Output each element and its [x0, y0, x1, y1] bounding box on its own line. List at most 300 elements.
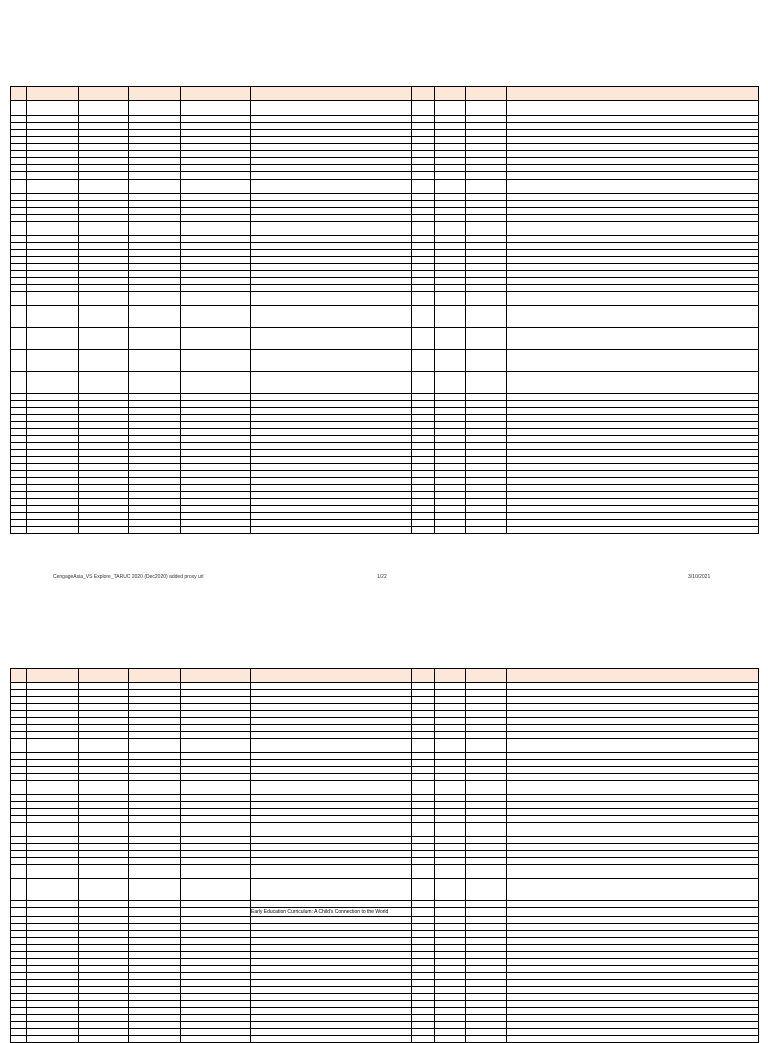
table-cell[interactable]: [129, 879, 181, 901]
table-cell[interactable]: [129, 774, 181, 781]
table-cell[interactable]: [27, 865, 79, 879]
table-cell[interactable]: [27, 443, 79, 450]
table-cell[interactable]: [11, 837, 27, 844]
table-cell[interactable]: [129, 725, 181, 732]
table-cell[interactable]: [27, 980, 79, 987]
table-cell[interactable]: [412, 704, 435, 711]
table-cell[interactable]: [251, 215, 412, 222]
table-cell[interactable]: [27, 1029, 79, 1036]
table-cell[interactable]: [129, 781, 181, 795]
table-cell[interactable]: [11, 851, 27, 858]
table-cell[interactable]: [129, 704, 181, 711]
table-cell[interactable]: [27, 271, 79, 278]
table-cell[interactable]: [466, 350, 507, 372]
table-cell[interactable]: [27, 506, 79, 513]
table-cell[interactable]: [251, 959, 412, 966]
table-cell[interactable]: [181, 292, 251, 306]
table-cell[interactable]: [466, 306, 507, 328]
table-cell[interactable]: [466, 422, 507, 429]
table-cell[interactable]: [412, 306, 435, 328]
table-cell[interactable]: [507, 683, 759, 690]
header-cell[interactable]: [181, 669, 251, 683]
table-cell[interactable]: [181, 945, 251, 952]
table-cell[interactable]: [79, 994, 129, 1001]
table-cell[interactable]: [466, 443, 507, 450]
table-cell[interactable]: [11, 372, 27, 394]
table-cell[interactable]: [11, 725, 27, 732]
table-cell[interactable]: [79, 732, 129, 739]
table-cell[interactable]: [79, 443, 129, 450]
table-cell[interactable]: [11, 408, 27, 415]
table-cell[interactable]: [466, 116, 507, 123]
table-cell[interactable]: [129, 908, 181, 917]
table-cell[interactable]: [27, 250, 79, 257]
table-cell[interactable]: [251, 144, 412, 151]
table-cell[interactable]: [412, 994, 435, 1001]
table-cell[interactable]: [412, 137, 435, 144]
table-cell[interactable]: [129, 464, 181, 471]
table-cell[interactable]: [129, 278, 181, 285]
table-cell[interactable]: [507, 837, 759, 844]
table-cell[interactable]: [27, 795, 79, 802]
table-cell[interactable]: [466, 450, 507, 457]
table-cell[interactable]: [27, 471, 79, 478]
table-cell[interactable]: [251, 236, 412, 243]
table-cell[interactable]: [129, 429, 181, 436]
table-cell[interactable]: [181, 987, 251, 994]
table-cell[interactable]: [181, 194, 251, 201]
table-cell[interactable]: [27, 492, 79, 499]
table-cell[interactable]: [79, 285, 129, 292]
table-cell[interactable]: [181, 966, 251, 973]
table-cell[interactable]: [11, 917, 27, 924]
table-cell[interactable]: [466, 264, 507, 271]
table-cell[interactable]: [11, 938, 27, 945]
table-cell[interactable]: [435, 809, 466, 816]
table-cell[interactable]: [181, 250, 251, 257]
table-cell[interactable]: [435, 306, 466, 328]
table-cell[interactable]: [11, 506, 27, 513]
table-cell[interactable]: [27, 987, 79, 994]
table-cell[interactable]: [251, 781, 412, 795]
table-cell[interactable]: [507, 499, 759, 506]
table-cell[interactable]: [251, 938, 412, 945]
table-cell[interactable]: [129, 372, 181, 394]
table-cell[interactable]: [466, 328, 507, 350]
table-cell[interactable]: [79, 328, 129, 350]
table-cell[interactable]: [466, 901, 507, 908]
title-cell[interactable]: Early Education Curriculum: A Child's Connection to the World: [251, 908, 412, 917]
table-cell[interactable]: [507, 130, 759, 137]
table-cell[interactable]: [27, 429, 79, 436]
table-cell[interactable]: [129, 802, 181, 809]
table-cell[interactable]: [251, 292, 412, 306]
table-cell[interactable]: [466, 499, 507, 506]
table-cell[interactable]: [412, 285, 435, 292]
table-cell[interactable]: [11, 151, 27, 158]
table-cell[interactable]: [181, 372, 251, 394]
table-cell[interactable]: [27, 908, 79, 917]
table-cell[interactable]: [27, 774, 79, 781]
table-cell[interactable]: [412, 158, 435, 165]
table-cell[interactable]: [181, 520, 251, 527]
table-cell[interactable]: [79, 215, 129, 222]
table-cell[interactable]: [507, 520, 759, 527]
header-cell[interactable]: [11, 669, 27, 683]
table-cell[interactable]: [466, 837, 507, 844]
table-cell[interactable]: [181, 285, 251, 292]
table-cell[interactable]: [27, 816, 79, 823]
table-cell[interactable]: [129, 394, 181, 401]
table-cell[interactable]: [466, 945, 507, 952]
table-cell[interactable]: [129, 513, 181, 520]
table-cell[interactable]: [412, 278, 435, 285]
table-cell[interactable]: [129, 917, 181, 924]
table-cell[interactable]: [435, 774, 466, 781]
table-cell[interactable]: [507, 422, 759, 429]
table-cell[interactable]: [412, 436, 435, 443]
table-cell[interactable]: [27, 236, 79, 243]
table-cell[interactable]: [27, 938, 79, 945]
table-cell[interactable]: [435, 471, 466, 478]
table-cell[interactable]: [129, 823, 181, 837]
table-cell[interactable]: [466, 485, 507, 492]
table-cell[interactable]: [11, 718, 27, 725]
table-cell[interactable]: [507, 809, 759, 816]
table-cell[interactable]: [435, 865, 466, 879]
table-cell[interactable]: [507, 802, 759, 809]
table-cell[interactable]: [251, 879, 412, 901]
table-cell[interactable]: [251, 285, 412, 292]
table-cell[interactable]: [11, 753, 27, 760]
table-cell[interactable]: [11, 194, 27, 201]
table-cell[interactable]: [79, 1029, 129, 1036]
table-cell[interactable]: [181, 172, 251, 180]
table-cell[interactable]: [27, 931, 79, 938]
table-cell[interactable]: [129, 130, 181, 137]
table-cell[interactable]: [507, 350, 759, 372]
table-cell[interactable]: [11, 858, 27, 865]
table-cell[interactable]: [435, 499, 466, 506]
table-cell[interactable]: [251, 823, 412, 837]
table-cell[interactable]: [11, 464, 27, 471]
table-cell[interactable]: [435, 732, 466, 739]
table-cell[interactable]: [27, 257, 79, 264]
table-cell[interactable]: [412, 931, 435, 938]
table-cell[interactable]: [27, 264, 79, 271]
table-cell[interactable]: [507, 194, 759, 201]
table-cell[interactable]: [251, 816, 412, 823]
table-cell[interactable]: [412, 144, 435, 151]
table-cell[interactable]: [466, 101, 507, 116]
table-cell[interactable]: [129, 945, 181, 952]
table-cell[interactable]: [11, 865, 27, 879]
table-cell[interactable]: [435, 795, 466, 802]
table-cell[interactable]: [435, 492, 466, 499]
table-cell[interactable]: [129, 865, 181, 879]
table-cell[interactable]: [27, 704, 79, 711]
table-cell[interactable]: [129, 711, 181, 718]
table-cell[interactable]: [435, 973, 466, 980]
table-cell[interactable]: [27, 725, 79, 732]
table-cell[interactable]: [251, 858, 412, 865]
table-cell[interactable]: [412, 858, 435, 865]
table-cell[interactable]: [79, 137, 129, 144]
table-cell[interactable]: [129, 959, 181, 966]
table-cell[interactable]: [435, 945, 466, 952]
table-cell[interactable]: [11, 1001, 27, 1008]
table-cell[interactable]: [79, 725, 129, 732]
table-cell[interactable]: [27, 851, 79, 858]
table-cell[interactable]: [507, 987, 759, 994]
table-cell[interactable]: [181, 732, 251, 739]
table-cell[interactable]: [79, 767, 129, 774]
table-cell[interactable]: [27, 306, 79, 328]
table-cell[interactable]: [412, 485, 435, 492]
table-cell[interactable]: [27, 1022, 79, 1029]
table-cell[interactable]: [412, 492, 435, 499]
table-cell[interactable]: [251, 158, 412, 165]
table-cell[interactable]: [466, 711, 507, 718]
table-cell[interactable]: [507, 137, 759, 144]
table-cell[interactable]: [435, 394, 466, 401]
table-cell[interactable]: [412, 781, 435, 795]
table-cell[interactable]: [27, 478, 79, 485]
table-cell[interactable]: [11, 485, 27, 492]
table-cell[interactable]: [435, 704, 466, 711]
table-cell[interactable]: [466, 372, 507, 394]
table-cell[interactable]: [129, 1008, 181, 1015]
table-cell[interactable]: [129, 732, 181, 739]
table-cell[interactable]: [129, 264, 181, 271]
table-cell[interactable]: [181, 938, 251, 945]
table-cell[interactable]: [507, 865, 759, 879]
table-cell[interactable]: [507, 328, 759, 350]
table-cell[interactable]: [507, 158, 759, 165]
table-cell[interactable]: [181, 1008, 251, 1015]
table-cell[interactable]: [251, 697, 412, 704]
table-cell[interactable]: [79, 408, 129, 415]
table-cell[interactable]: [181, 328, 251, 350]
table-cell[interactable]: [466, 243, 507, 250]
table-cell[interactable]: [435, 264, 466, 271]
table-cell[interactable]: [181, 278, 251, 285]
table-cell[interactable]: [129, 208, 181, 215]
table-cell[interactable]: [181, 739, 251, 753]
table-cell[interactable]: [507, 401, 759, 408]
table-cell[interactable]: [27, 137, 79, 144]
table-cell[interactable]: [79, 837, 129, 844]
table-cell[interactable]: [435, 879, 466, 901]
table-cell[interactable]: [79, 718, 129, 725]
table-cell[interactable]: [129, 924, 181, 931]
table-cell[interactable]: [129, 236, 181, 243]
table-cell[interactable]: [435, 278, 466, 285]
header-cell[interactable]: [27, 669, 79, 683]
table-cell[interactable]: [435, 1001, 466, 1008]
table-cell[interactable]: [412, 415, 435, 422]
table-cell[interactable]: [129, 980, 181, 987]
table-cell[interactable]: [412, 938, 435, 945]
table-cell[interactable]: [435, 292, 466, 306]
table-cell[interactable]: [466, 250, 507, 257]
table-cell[interactable]: [129, 443, 181, 450]
table-cell[interactable]: [251, 165, 412, 172]
table-cell[interactable]: [507, 215, 759, 222]
table-cell[interactable]: [181, 506, 251, 513]
table-cell[interactable]: [412, 292, 435, 306]
table-cell[interactable]: [466, 394, 507, 401]
table-cell[interactable]: [27, 973, 79, 980]
table-cell[interactable]: [11, 697, 27, 704]
table-cell[interactable]: [251, 429, 412, 436]
table-cell[interactable]: [11, 952, 27, 959]
table-cell[interactable]: [27, 457, 79, 464]
table-cell[interactable]: [466, 201, 507, 208]
table-cell[interactable]: [129, 697, 181, 704]
table-cell[interactable]: [27, 401, 79, 408]
table-cell[interactable]: [466, 774, 507, 781]
table-cell[interactable]: [129, 816, 181, 823]
table-cell[interactable]: [11, 306, 27, 328]
table-cell[interactable]: [27, 1001, 79, 1008]
table-cell[interactable]: [466, 457, 507, 464]
table-cell[interactable]: [412, 908, 435, 917]
table-cell[interactable]: [11, 250, 27, 257]
table-cell[interactable]: [435, 137, 466, 144]
table-cell[interactable]: [11, 690, 27, 697]
table-cell[interactable]: [251, 151, 412, 158]
table-cell[interactable]: [466, 1022, 507, 1029]
table-cell[interactable]: [435, 513, 466, 520]
table-cell[interactable]: [129, 144, 181, 151]
table-cell[interactable]: [435, 851, 466, 858]
table-cell[interactable]: [27, 901, 79, 908]
table-cell[interactable]: [11, 931, 27, 938]
table-cell[interactable]: [435, 781, 466, 795]
table-cell[interactable]: [251, 945, 412, 952]
table-cell[interactable]: [435, 858, 466, 865]
table-cell[interactable]: [79, 938, 129, 945]
table-cell[interactable]: [27, 422, 79, 429]
table-cell[interactable]: [466, 471, 507, 478]
header-cell[interactable]: [412, 87, 435, 101]
table-cell[interactable]: [11, 208, 27, 215]
table-cell[interactable]: [507, 201, 759, 208]
table-cell[interactable]: [27, 711, 79, 718]
table-cell[interactable]: [27, 464, 79, 471]
table-cell[interactable]: [435, 901, 466, 908]
table-cell[interactable]: [435, 101, 466, 116]
table-cell[interactable]: [507, 697, 759, 704]
table-cell[interactable]: [435, 450, 466, 457]
table-cell[interactable]: [27, 1015, 79, 1022]
table-cell[interactable]: [507, 165, 759, 172]
table-cell[interactable]: [251, 372, 412, 394]
table-cell[interactable]: [251, 101, 412, 116]
table-cell[interactable]: [79, 527, 129, 534]
table-cell[interactable]: [435, 527, 466, 534]
table-cell[interactable]: [181, 151, 251, 158]
table-cell[interactable]: [181, 1001, 251, 1008]
table-cell[interactable]: [507, 1036, 759, 1043]
table-cell[interactable]: [466, 795, 507, 802]
table-cell[interactable]: [79, 1022, 129, 1029]
table-cell[interactable]: [181, 450, 251, 457]
table-cell[interactable]: [507, 1029, 759, 1036]
table-cell[interactable]: [181, 1029, 251, 1036]
table-cell[interactable]: [435, 478, 466, 485]
table-cell[interactable]: [11, 492, 27, 499]
table-cell[interactable]: [181, 429, 251, 436]
table-cell[interactable]: [251, 464, 412, 471]
table-cell[interactable]: [466, 222, 507, 236]
table-cell[interactable]: [181, 471, 251, 478]
table-cell[interactable]: [11, 278, 27, 285]
table-cell[interactable]: [466, 215, 507, 222]
table-cell[interactable]: [507, 471, 759, 478]
table-cell[interactable]: [466, 1015, 507, 1022]
table-cell[interactable]: [466, 952, 507, 959]
table-cell[interactable]: [412, 795, 435, 802]
table-cell[interactable]: [435, 683, 466, 690]
table-cell[interactable]: [251, 116, 412, 123]
table-cell[interactable]: [129, 683, 181, 690]
table-cell[interactable]: [412, 809, 435, 816]
table-cell[interactable]: [507, 711, 759, 718]
table-cell[interactable]: [27, 697, 79, 704]
table-cell[interactable]: [412, 901, 435, 908]
table-cell[interactable]: [435, 823, 466, 837]
table-cell[interactable]: [435, 408, 466, 415]
table-cell[interactable]: [466, 137, 507, 144]
table-cell[interactable]: [412, 1008, 435, 1015]
table-cell[interactable]: [79, 506, 129, 513]
table-cell[interactable]: [507, 436, 759, 443]
table-cell[interactable]: [251, 457, 412, 464]
table-cell[interactable]: [181, 973, 251, 980]
table-cell[interactable]: [251, 690, 412, 697]
table-cell[interactable]: [507, 973, 759, 980]
table-cell[interactable]: [435, 208, 466, 215]
table-cell[interactable]: [412, 499, 435, 506]
table-cell[interactable]: [507, 767, 759, 774]
table-cell[interactable]: [251, 506, 412, 513]
table-cell[interactable]: [251, 931, 412, 938]
table-cell[interactable]: [27, 781, 79, 795]
table-cell[interactable]: [251, 1022, 412, 1029]
table-cell[interactable]: [412, 732, 435, 739]
table-cell[interactable]: [507, 725, 759, 732]
table-cell[interactable]: [435, 711, 466, 718]
table-cell[interactable]: [251, 520, 412, 527]
table-cell[interactable]: [27, 520, 79, 527]
table-cell[interactable]: [79, 959, 129, 966]
table-cell[interactable]: [507, 271, 759, 278]
table-cell[interactable]: [435, 1036, 466, 1043]
table-cell[interactable]: [412, 236, 435, 243]
table-cell[interactable]: [27, 243, 79, 250]
table-cell[interactable]: [251, 865, 412, 879]
table-cell[interactable]: [507, 858, 759, 865]
table-cell[interactable]: [412, 945, 435, 952]
table-cell[interactable]: [251, 802, 412, 809]
table-cell[interactable]: [435, 506, 466, 513]
table-cell[interactable]: [251, 194, 412, 201]
table-cell[interactable]: [466, 285, 507, 292]
table-cell[interactable]: [435, 697, 466, 704]
table-cell[interactable]: [507, 236, 759, 243]
